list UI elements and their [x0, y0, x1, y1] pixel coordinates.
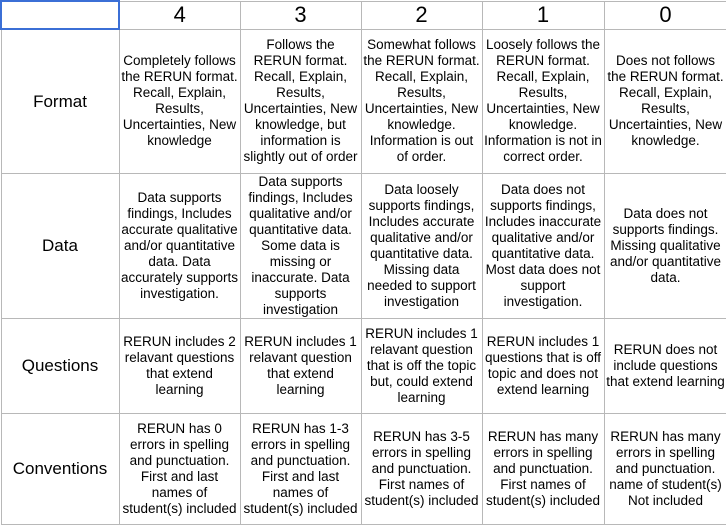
cell-format-1[interactable]: Loosely follows the RERUN format. Recall, Explain, Results, Uncertainties, New knowledge. Information is not in correct order.: [482, 29, 604, 174]
cell-data-2[interactable]: Data loosely supports findings, Includes accurate qualitative and/or quantitative data. Missing data needed to support investigation: [361, 174, 482, 319]
criterion-label-conventions[interactable]: Conventions: [1, 414, 119, 525]
table-row: [1, 319, 726, 414]
score-header-1[interactable]: 1: [482, 1, 604, 29]
cell-questions-0[interactable]: RERUN does not include questions that extend learning: [604, 319, 726, 414]
cell-data-0[interactable]: Data does not supports findings. Missing qualitative and/or quantitative data.: [604, 174, 726, 319]
header-row: [1, 1, 726, 29]
table-row: [1, 414, 726, 525]
cell-data-1[interactable]: Data does not supports findings, Includes inaccurate qualitative and/or quantitative data. Most data does not support investigation.: [482, 174, 604, 319]
criterion-label-questions[interactable]: Questions: [1, 319, 119, 414]
score-header-3[interactable]: 3: [240, 1, 361, 29]
cell-questions-2[interactable]: RERUN includes 1 relavant question that is off the topic but, could extend learning: [361, 319, 482, 414]
cell-conventions-4[interactable]: RERUN has 0 errors in spelling and punctuation. First and last names of student(s) included: [119, 414, 240, 525]
cell-format-0[interactable]: Does not follows the RERUN format. Recall, Explain, Results, Uncertainties, New knowledge.: [604, 29, 726, 174]
criterion-label-data[interactable]: Data: [1, 174, 119, 319]
cell-conventions-1[interactable]: RERUN has many errors in spelling and punctuation. First names of student(s) included: [482, 414, 604, 525]
table-row: [1, 29, 726, 174]
cell-conventions-2[interactable]: RERUN has 3-5 errors in spelling and punctuation. First names of student(s) included: [361, 414, 482, 525]
criterion-label-format[interactable]: Format: [1, 29, 119, 174]
score-header-2[interactable]: 2: [361, 1, 482, 29]
cell-questions-3[interactable]: RERUN includes 1 relavant question that extend learning: [240, 319, 361, 414]
table-row: [1, 174, 726, 319]
cell-data-4[interactable]: Data supports findings, Includes accurate qualitative and/or quantitative data. Data accurately supports investigation.: [119, 174, 240, 319]
selected-corner-cell[interactable]: [1, 1, 119, 29]
cell-data-3[interactable]: Data supports findings, Includes qualitative and/or quantitative data. Some data is missing or inaccurate. Data supports investigation: [240, 174, 361, 319]
score-header-0[interactable]: 0: [604, 1, 726, 29]
score-header-4[interactable]: 4: [119, 1, 240, 29]
cell-format-2[interactable]: Somewhat follows the RERUN format. Recall, Explain, Results, Uncertainties, New knowledge. Information is out of order.: [361, 29, 482, 174]
cell-format-4[interactable]: Completely follows the RERUN format. Recall, Explain, Results, Uncertainties, New knowledge: [119, 29, 240, 174]
cell-format-3[interactable]: Follows the RERUN format. Recall, Explain, Results, Uncertainties, New knowledge, but information is slightly out of order: [240, 29, 361, 174]
cell-conventions-3[interactable]: RERUN has 1-3 errors in spelling and punctuation. First and last names of student(s) included: [240, 414, 361, 525]
cell-questions-1[interactable]: RERUN includes 1 questions that is off topic and does not extend learning: [482, 319, 604, 414]
cell-conventions-0[interactable]: RERUN has many errors in spelling and punctuation. name of student(s) Not included: [604, 414, 726, 525]
cell-questions-4[interactable]: RERUN includes 2 relavant questions that extend learning: [119, 319, 240, 414]
